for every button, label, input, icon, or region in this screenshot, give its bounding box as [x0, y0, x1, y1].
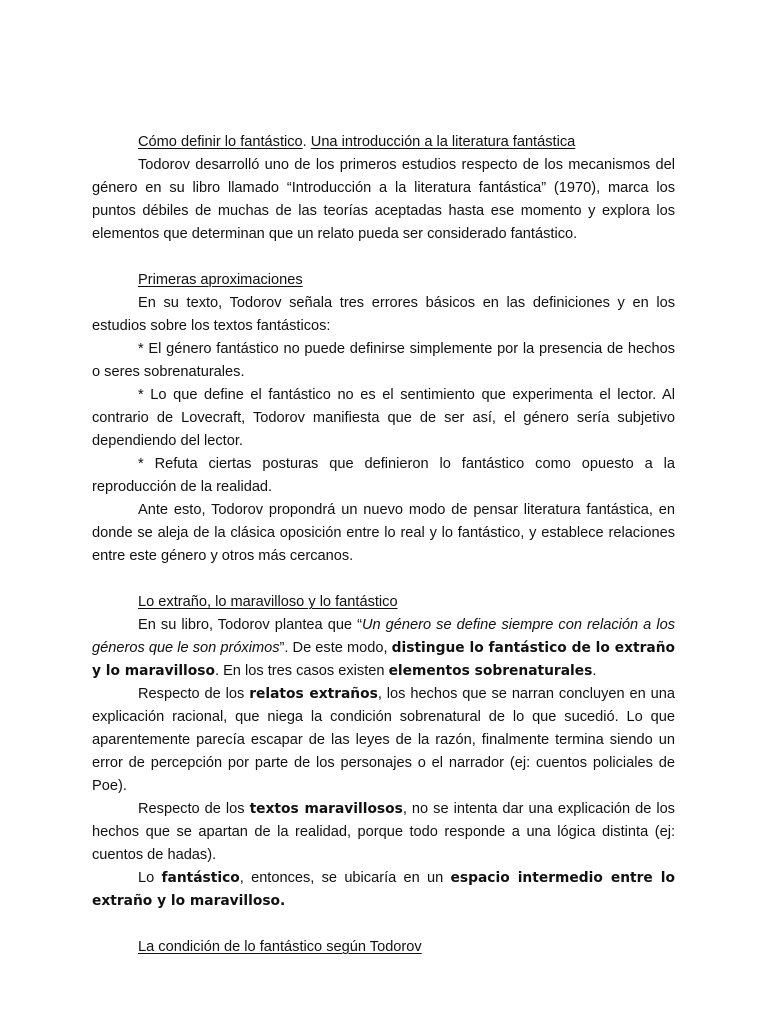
bold-run: relatos extraños [249, 686, 378, 702]
list-item-error-1: * El género fantástico no puede definirse simplemente por la presencia de hechos o seres sobrenaturales. [92, 341, 675, 380]
bold-run: fantástico [161, 870, 240, 886]
paragraph-genero [92, 614, 675, 683]
italic-quote: Un género se define siempre con relación a los géneros que le son próximos [92, 617, 675, 656]
list-item-error-2: * Lo que define el fantástico no es el sentimiento que experimenta el lector. Al contrario de Lovecraft, Todorov manifiesta que de ser así, el género sería subjetivo dependiendo del lector. [92, 387, 675, 449]
text-run: Respecto de los [138, 686, 250, 702]
list-item-error-3: * Refuta ciertas posturas que definieron lo fantástico como opuesto a la reproducción de la realidad. [92, 456, 675, 495]
title-separator: . [302, 134, 311, 150]
paragraph-errores: En su texto, Todorov señala tres errores básicos en las definiciones y en los estudios sobre los textos fantásticos: [92, 295, 675, 334]
paragraph-textos-maravillosos [92, 798, 675, 867]
blank-line [92, 246, 675, 269]
section-title-definir [138, 131, 675, 154]
paragraph-propuesta: Ante esto, Todorov propondrá un nuevo modo de pensar literatura fantástica, en donde se aleja de la clásica oposición entre lo real y lo fantástico, y establece relaciones entre este género y otros más cercanos. [92, 502, 675, 564]
blank-line [92, 568, 675, 591]
bold-run: distingue lo fantástico de lo extraño y lo maravilloso [92, 640, 675, 679]
title-part-1: Cómo definir lo fantástico [138, 134, 303, 150]
section-heading-primeras: Primeras aproximaciones [138, 272, 303, 288]
text-run: . [592, 663, 597, 679]
document-page [92, 131, 675, 959]
paragraph-fantastico [92, 867, 675, 913]
text-run: En su libro, Todorov plantea que “ [138, 617, 362, 633]
bold-run: espacio intermedio entre lo extraño y lo maravilloso. [92, 870, 676, 909]
text-run: Lo [138, 870, 162, 886]
text-run: ”. De este modo, [279, 640, 392, 656]
text-run: . En los tres casos existen [214, 663, 389, 679]
text-run: , entonces, se ubicaría en un [239, 870, 451, 886]
blank-line [92, 913, 675, 936]
paragraph-intro: Todorov desarrolló uno de los primeros estudios respecto de los mecanismos del género en su libro llamado “Introducción a la literatura fantástica” (1970), marca los puntos débiles de muchas de las teorías aceptadas hasta ese momento y explora los elementos que determinan que un relato pueda ser considerado fantástico. [92, 157, 675, 242]
section-heading-condicion: La condición de lo fantástico según Todorov [138, 939, 422, 955]
bold-run: elementos sobrenaturales [388, 663, 593, 679]
section-heading-extrano: Lo extraño, lo maravilloso y lo fantástico [138, 594, 398, 610]
text-run: Respecto de los [138, 801, 250, 817]
paragraph-relatos-extranos [92, 683, 675, 798]
text-run: , los hechos que se narran concluyen en una explicación racional, que niega la condición sobrenatural de lo que sucedió. Lo que aparentemente parecía escapar de las leyes de la razón, finalmente termina siendo un error de percepción por parte de los personajes o el narrador (ej: cuentos policiales de Poe). [92, 686, 675, 794]
bold-run: textos maravillosos [249, 801, 403, 817]
title-part-2: Una introducción a la literatura fantástica [310, 134, 576, 150]
text-run: , no se intenta dar una explicación de los hechos que se apartan de la realidad, porque todo responde a una lógica distinta (ej: cuentos de hadas). [92, 801, 675, 863]
